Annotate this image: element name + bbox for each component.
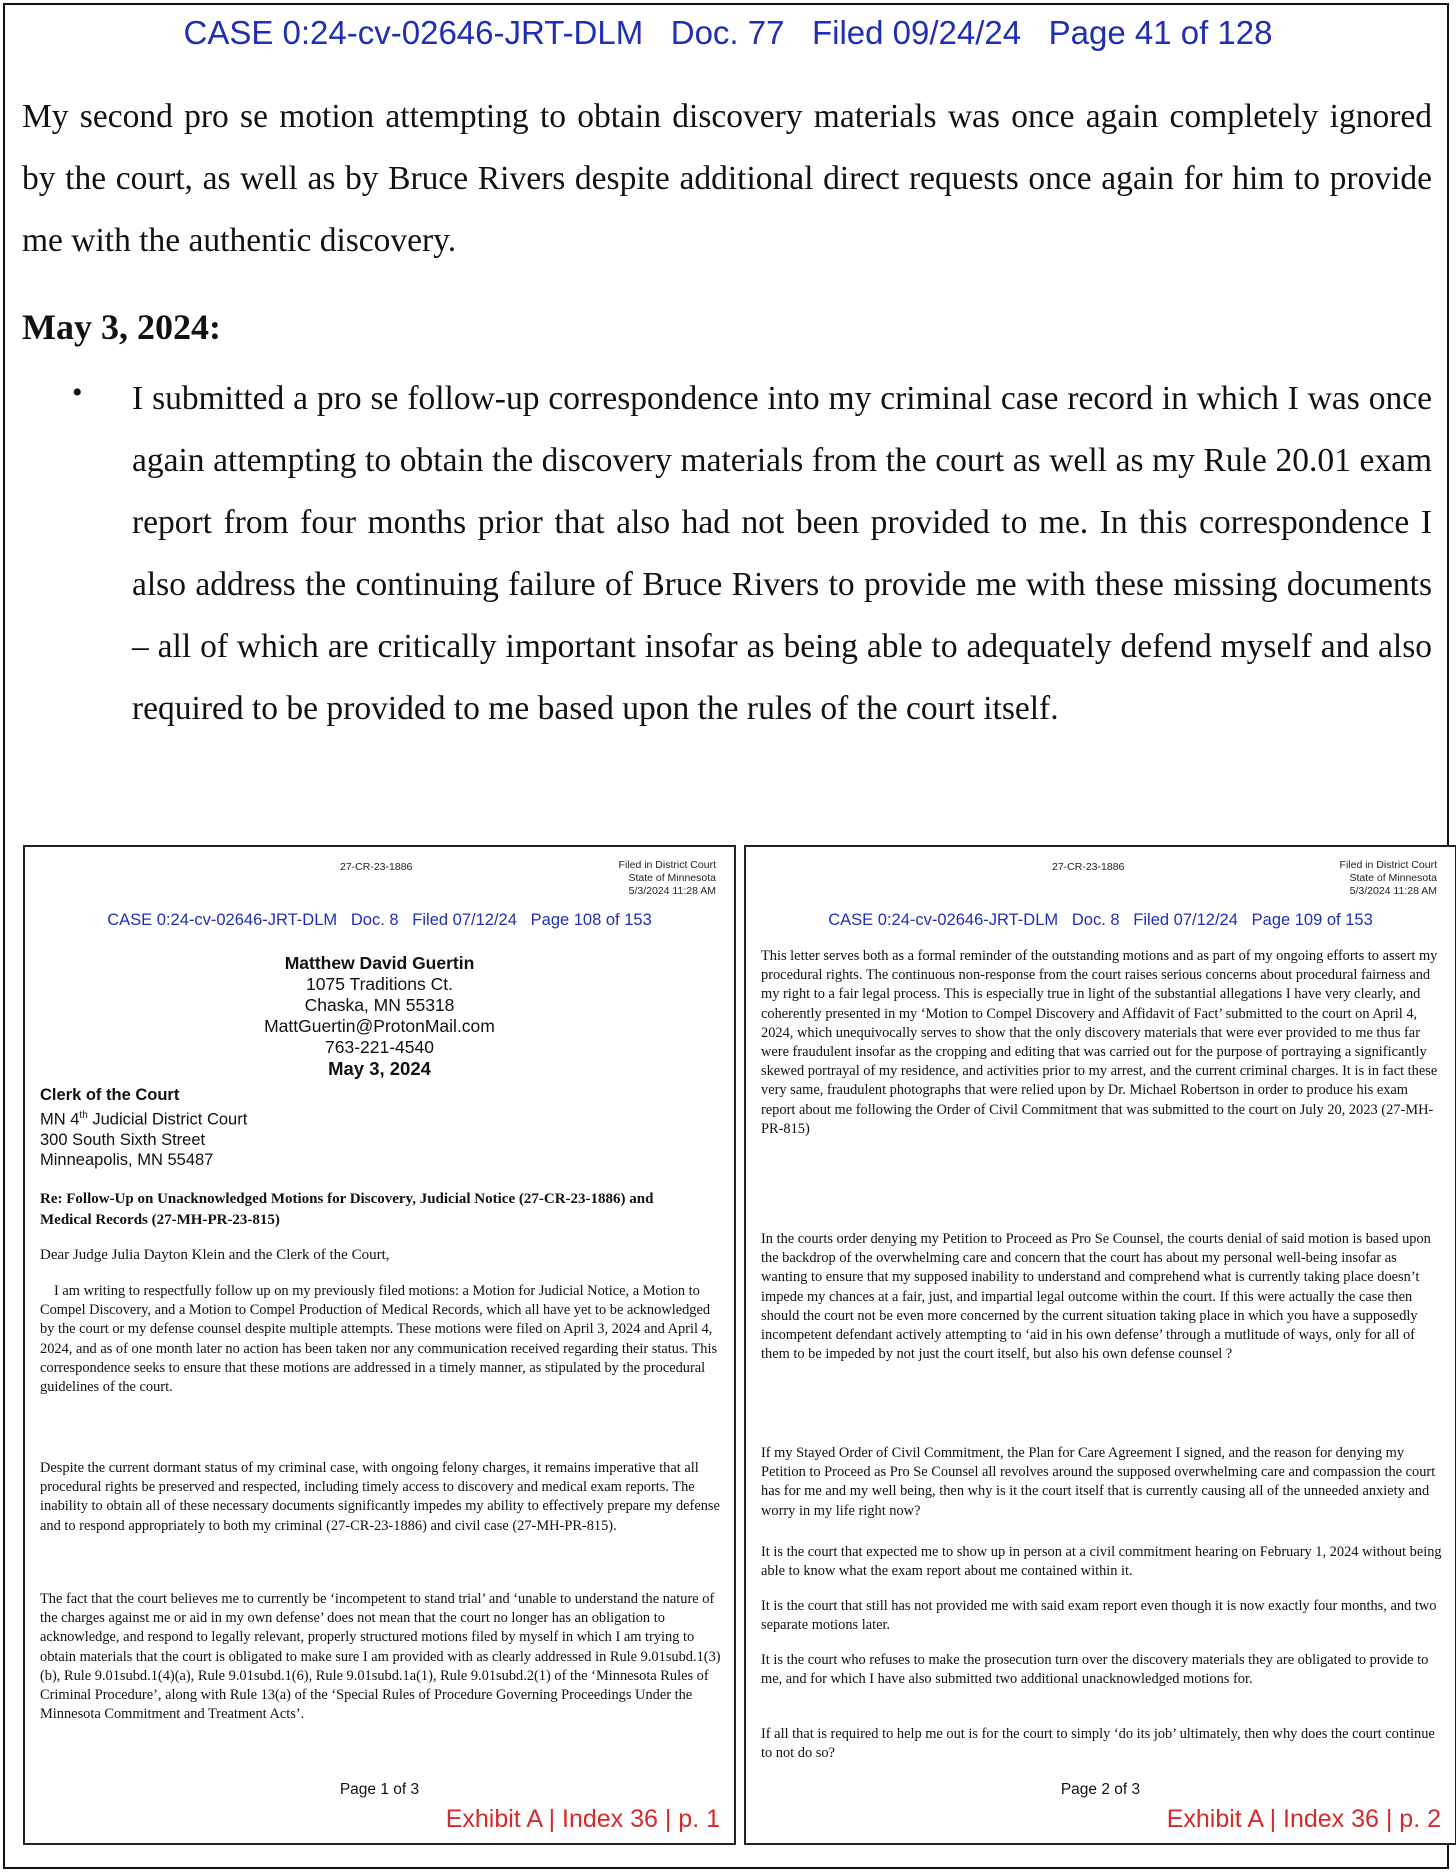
recipient-title: Clerk of the Court [40, 1086, 180, 1104]
exhibit-label: Exhibit A | Index 36 | p. 2 [1166, 1805, 1441, 1833]
page-number: Page 2 of 3 [1060, 1781, 1141, 1798]
filed-line: 5/3/2024 11:28 AM [1349, 885, 1437, 897]
recipient-court-prefix: MN 4 [40, 1110, 80, 1128]
letter-paragraph: If my Stayed Order of Civil Commitment, the Plan for Care Agreement I signed, and the reason for denying my Petition to Proceed as Pro Se Counsel all revolves around the supposed overwhelming care and compassion the court has for me and my well being, then why is it the court itself that is currently causing all of the unneeded anxiety and worry in my life right now? [761, 1445, 1436, 1519]
letter-page-2 [744, 845, 1456, 1845]
letter-date: May 3, 2024 [328, 1058, 431, 1079]
filed-line: Filed in District Court [1339, 859, 1437, 871]
letter-paragraph: The fact that the court believes me to currently be ‘incompetent to stand trial’ and ‘unable to understand the nature of the charges against me or aid in my own defense’ does not mean that the court no longer has an obligation to acknowledge, and respond to legally relevant, properly structured motions filed by myself in which I am trying to obtain materials that the court is obligated to make sure I am provided with as clearly addressed in Rule 9.01subd.1(3)(b), Rule 9.01subd.1(4)(a), Rule 9.01subd.1(6), Rule 9.01subd.1a(1), Rule 9.01subd.2(1) of the ‘Minnesota Rules of Criminal Procedure’, along with Rule 13(a) of the ‘Special Rules of Procedure Governing Proceedings Under the Minnesota Commitment and Treatment Acts’. [40, 1591, 721, 1723]
case-number: 27-CR-23-1886 [340, 861, 413, 873]
sender-city: Chaska, MN 55318 [304, 995, 455, 1015]
bullet-paragraph: I submitted a pro se follow-up correspondence into my criminal case record in which I was once again attempting to obtain the discovery materials from the court as well as my Rule 20.01 exam report from four months prior that also had not been provided to me. In this correspondence I also address the continuing failure of Bruce Rivers to provide me with these missing documents – all of which are critically important insofar as being able to adequately defend myself and also required to be provided to me based upon the rules of the court itself. [132, 380, 1432, 727]
sender-block [25, 953, 734, 1079]
page-number: Page 1 of 3 [339, 1781, 420, 1798]
recipient-court-sup: th [79, 1109, 88, 1121]
case-number: 27-CR-23-1886 [1052, 861, 1125, 873]
filed-line: Filed in District Court [618, 859, 716, 871]
exhibit-label: Exhibit A | Index 36 | p. 1 [445, 1805, 720, 1833]
letter-paragraph: In the courts order denying my Petition to Proceed as Pro Se Counsel, the courts denial of said motion is based upon the backdrop of the overwhelming care and concern that the court has about my personal well-being insofar as wanting to ensure that my supposed inability to understand and comprehend what is currently taking place doesn’t impede my chances at a fair, just, and impartial legal outcome within the court. If this were actually the case then should the court not be even more concerned by the current situation taking place in which you have a supposedly incompetent defendant actively attempting to ‘aid in his own defense’ through a mutlitude of ways, only for all of them to be impeded by not just the court itself, but also his own defense counsel ? [761, 1231, 1431, 1363]
sender-name: Matthew David Guertin [284, 953, 475, 973]
subject-line: Re: Follow-Up on Unacknowledged Motions for Discovery, Judicial Notice (27-CR-23-1886) and Medical Records (27-MH-PR-23-815) [40, 1191, 654, 1228]
case-stamp-header: CASE 0:24-cv-02646-JRT-DLM Doc. 77 Filed 09/24/24 Page 41 of 128 [183, 14, 1273, 51]
sender-phone: 763-221-4540 [325, 1037, 434, 1057]
filed-stamp [1340, 859, 1437, 898]
salutation: Dear Judge Julia Dayton Klein and the Clerk of the Court, [40, 1247, 390, 1263]
recipient-block [40, 1085, 247, 1171]
intro-paragraph: My second pro se motion attempting to obtain discovery materials was once again completely ignored by the court, as well as by Bruce Rivers despite additional direct requests once again for him to provide me with the authentic discovery. [22, 98, 1432, 259]
date-heading: May 3, 2024: [22, 307, 221, 347]
recipient-court-suffix: Judicial District Court [87, 1110, 248, 1128]
filed-line: State of Minnesota [628, 872, 716, 884]
recipient-city: Minneapolis, MN 55487 [40, 1151, 214, 1169]
letter-paragraph: Despite the current dormant status of my criminal case, with ongoing felony charges, it remains imperative that all procedural rights be preserved and respected, including timely access to discovery and medical exam reports. The inability to obtain all of these necessary documents significantly impedes my ability to effectively prepare my defense and to respond appropriately to both my criminal (27-CR-23-1886) and civil case (27-MH-PR-815). [40, 1460, 720, 1534]
filed-line: State of Minnesota [1349, 872, 1437, 884]
sender-address: 1075 Traditions Ct. [306, 974, 453, 994]
letter-case-stamp: CASE 0:24-cv-02646-JRT-DLM Doc. 8 Filed 07/12/24 Page 108 of 153 [107, 911, 652, 929]
letter-page-1 [23, 845, 736, 1845]
letter-paragraph: I am writing to respectfully follow up on my previously filed motions: a Motion for Judicial Notice, a Motion to Compel Discovery, and a Motion to Compel Production of Medical Records, which all have yet to be acknowledged by the court or my defense counsel despite multiple attempts. These motions were filed on April 3, 2024 and April 4, 2024, and as of one month later no action has been taken nor any communication received regarding their status. This correspondence seeks to ensure that these motions are addressed in a timely manner, as stipulated by the procedural guidelines of the court. [40, 1283, 718, 1396]
bullet-icon: • [72, 376, 83, 409]
letter-paragraph: It is the court that still has not provided me with said exam report even though it is now exactly four months, and two separate motions later. [761, 1598, 1437, 1634]
filed-stamp [619, 859, 716, 898]
letter-case-stamp: CASE 0:24-cv-02646-JRT-DLM Doc. 8 Filed 07/12/24 Page 109 of 153 [828, 911, 1373, 929]
letter-paragraph: If all that is required to help me out is for the court to simply ‘do its job’ ultimately, then why does the court continue to not do so? [761, 1726, 1435, 1762]
letter-paragraph: It is the court who refuses to make the prosecution turn over the discovery materials they are obligated to provide to me, and for which I have also submitted two additional unacknowledged motions for. [761, 1652, 1429, 1688]
letter-paragraph: It is the court that expected me to show up in person at a civil commitment hearing on February 1, 2024 without being able to know what the exam report about me contained within it. [761, 1544, 1442, 1580]
filed-line: 5/3/2024 11:28 AM [628, 885, 716, 897]
recipient-street: 300 South Sixth Street [40, 1130, 206, 1149]
letter-paragraph: This letter serves both as a formal reminder of the outstanding motions and as part of my ongoing efforts to assert my procedural rights. The continuous non-response from the court raises serious concerns about procedural fairness and my right to a fair legal process. This is especially true in light of the substantial allegations I have very clearly, and coherently presented in my ‘Motion to Compel Discovery and Affidavit of Fact’ submitted to the court on April 4, 2024, which unequivocally serves to show that the only discovery materials that were ever provided to me thus far were fraudulent insofar as the cropping and editing that was carried out for the purpose of portraying a significantly skewed portrayal of my residence, and activities prior to my arrest, and the current criminal charges. It is in fact these very same, fraudulent photographs that were relied upon by Dr. Michael Robertson in order to produce his exam report about me following the Order of Civil Commitment that was submitted to the court on July 20, 2023 (27-MH-PR-815) [761, 948, 1438, 1137]
recipient-court [40, 1106, 247, 1130]
sender-email: MattGuertin@ProtonMail.com [264, 1016, 495, 1036]
